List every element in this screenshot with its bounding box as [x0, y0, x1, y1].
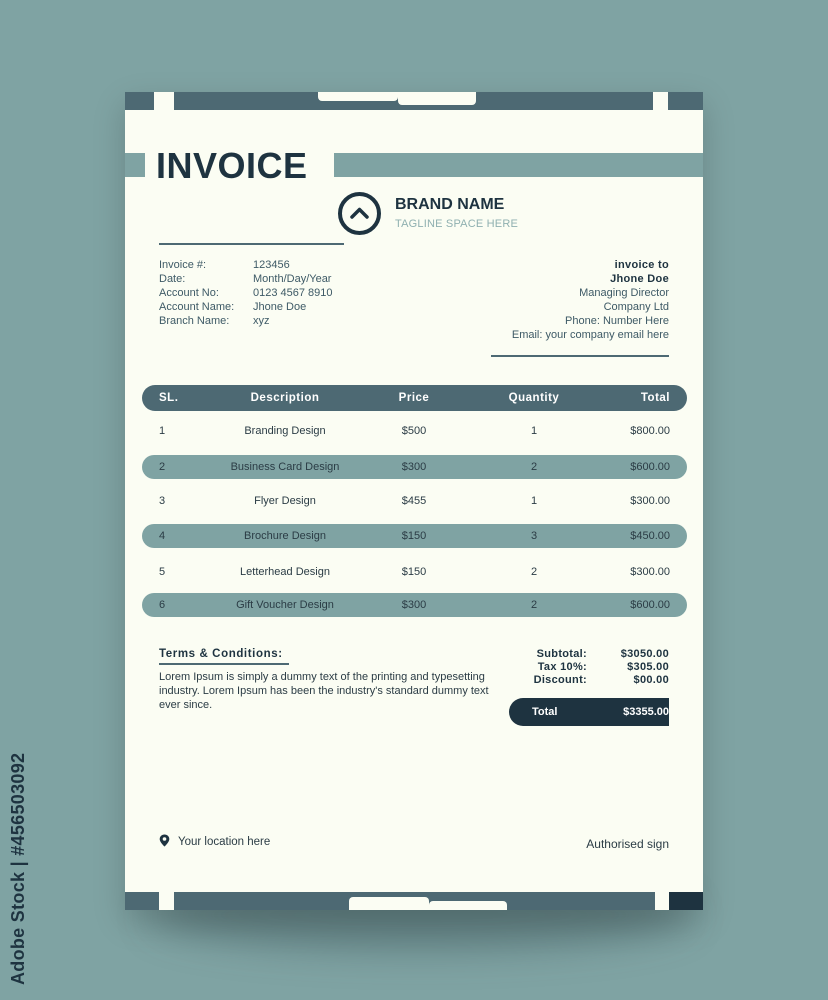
cell-price: $150 — [401, 566, 427, 578]
discount-label: Discount: — [533, 674, 587, 686]
tax-value: $305.00 — [627, 661, 669, 673]
bill-to-name: Jhone Doe — [610, 273, 669, 285]
cell-quantity: 2 — [530, 566, 538, 578]
cell-description: Flyer Design — [254, 495, 316, 507]
brand-name: BRAND NAME — [395, 196, 505, 213]
location-text: Your location here — [178, 836, 271, 848]
info-label: Account Name: — [159, 301, 235, 313]
cell-description: Gift Voucher Design — [236, 599, 334, 611]
band-notch — [349, 897, 429, 910]
table-header — [142, 385, 687, 411]
band-notch — [159, 892, 174, 910]
cell-sl: 6 — [159, 599, 166, 611]
summary — [501, 648, 669, 687]
subtotal-label: Subtotal: — [536, 648, 587, 660]
cell-total: $600.00 — [630, 599, 670, 611]
invoice-info-values — [253, 258, 333, 328]
grand-total — [509, 698, 669, 726]
cell-quantity: 2 — [530, 461, 538, 473]
info-value: 123456 — [253, 259, 290, 271]
band-accent — [669, 892, 703, 910]
info-value: Jhone Doe — [253, 301, 307, 313]
cell-description: Brochure Design — [244, 530, 326, 542]
cell-sl: 3 — [159, 495, 166, 507]
invoice-sheet — [125, 92, 703, 910]
divider — [159, 243, 344, 245]
invoice-title: INVOICE — [156, 145, 308, 186]
cell-quantity: 3 — [530, 530, 538, 542]
table-row — [142, 560, 687, 584]
cell-sl: 1 — [159, 425, 166, 437]
header-description: Description — [250, 392, 320, 404]
cell-price: $300 — [401, 461, 427, 473]
terms-title: Terms & Conditions: — [159, 648, 283, 660]
bill-to — [512, 258, 669, 342]
title-left-bar — [125, 153, 145, 177]
bill-to-heading: invoice to — [614, 259, 669, 271]
band-notch — [429, 901, 507, 910]
band-notch — [655, 892, 669, 910]
info-value: xyz — [253, 315, 270, 327]
table-row — [142, 455, 687, 479]
table-row — [142, 524, 687, 548]
location-pin-icon — [159, 834, 170, 850]
tax-label: Tax 10%: — [537, 661, 587, 673]
info-label: Date: — [159, 273, 186, 285]
bill-to-line: Company Ltd — [603, 301, 669, 313]
cell-price: $455 — [401, 495, 427, 507]
info-label: Invoice #: — [159, 259, 207, 271]
band-notch — [398, 92, 476, 105]
band-notch — [653, 92, 668, 110]
cell-total: $300.00 — [630, 566, 670, 578]
cell-sl: 2 — [159, 461, 166, 473]
location — [159, 834, 270, 850]
cell-price: $500 — [401, 425, 427, 437]
cell-total: $600.00 — [630, 461, 670, 473]
info-value: Month/Day/Year — [253, 273, 332, 285]
invoice-info-labels — [159, 258, 234, 328]
band-notch — [318, 92, 398, 101]
cell-quantity: 1 — [530, 495, 538, 507]
terms-underline — [159, 663, 289, 665]
total-value: $3355.00 — [623, 706, 669, 718]
chevron-up-logo-icon — [338, 192, 381, 235]
total-label: Total — [532, 706, 558, 718]
bill-to-line: Managing Director — [579, 287, 669, 299]
cell-quantity: 1 — [530, 425, 538, 437]
bill-to-line: Phone: Number Here — [565, 315, 669, 327]
cell-total: $300.00 — [630, 495, 670, 507]
header-total: Total — [640, 392, 670, 404]
band-notch — [154, 92, 174, 110]
bill-to-line: Email: your company email here — [511, 329, 669, 341]
authorised-sign: Authorised sign — [586, 837, 669, 851]
header-price: Price — [398, 392, 430, 404]
header-quantity: Quantity — [508, 392, 560, 404]
table-row — [142, 593, 687, 617]
header-sl: SL. — [159, 392, 179, 404]
info-label: Branch Name: — [159, 315, 230, 327]
cell-price: $300 — [401, 599, 427, 611]
side-credit: Adobe Stock | #456503092 — [8, 752, 28, 985]
cell-total: $450.00 — [630, 530, 670, 542]
table-row — [142, 489, 687, 513]
cell-price: $150 — [401, 530, 427, 542]
title-bar — [334, 153, 703, 177]
cell-description: Branding Design — [244, 425, 326, 437]
info-label: Account No: — [159, 287, 219, 299]
subtotal-value: $3050.00 — [620, 648, 669, 660]
table-row — [142, 419, 687, 443]
info-value: 0123 4567 8910 — [253, 287, 333, 299]
cell-sl: 4 — [159, 530, 166, 542]
cell-description: Letterhead Design — [240, 566, 330, 578]
cell-total: $800.00 — [630, 425, 670, 437]
discount-value: $00.00 — [633, 674, 669, 686]
divider — [491, 355, 669, 357]
cell-sl: 5 — [159, 566, 166, 578]
cell-quantity: 2 — [530, 599, 538, 611]
terms-text: Lorem Ipsum is simply a dummy text of the printing and typesetting industry. Lorem Ipsum has been the industry's standard dummy text ever since. — [159, 671, 489, 711]
tagline: TAGLINE SPACE HERE — [395, 218, 518, 230]
cell-description: Business Card Design — [230, 461, 340, 473]
